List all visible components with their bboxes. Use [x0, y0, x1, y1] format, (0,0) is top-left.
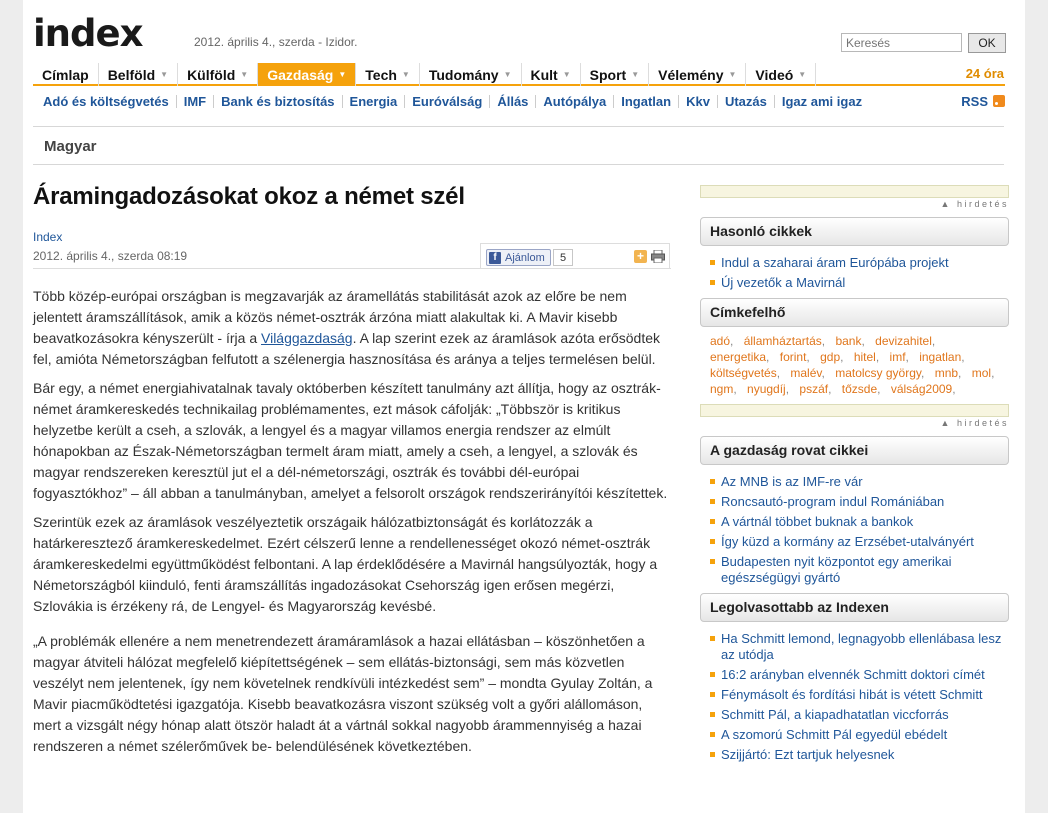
nav-item-0[interactable] — [33, 63, 99, 86]
nav-24-ora[interactable]: 24 óra — [965, 66, 1004, 81]
subnav-item[interactable]: Ingatlan — [614, 95, 679, 108]
article-date: 2012. április 4., szerda 08:19 — [33, 249, 188, 263]
nav-item-label: Külföld — [187, 66, 236, 83]
chevron-down-icon[interactable]: ▼ — [562, 70, 571, 79]
paragraph-3: Szerintük ezek az áramlások veszélyeztetik országaik hálózatbiztonságát és korlátozzák a határkeresztező áramkereskedelmet. Ezért célszerű lenne a rendellenességet okozó német-osztrák áramkereskedelmi együttműködést felbontani. A lap érdeklődésére a Mavirnál hangsúlyozták, hogy a Németországból kiinduló, fenti áramszállítás ingadozásokat Csehország igen erősen megérzi, Szlovákia is érzékeny rá, de Lengyel- és Magyarország kevésbé. — [33, 514, 658, 614]
nav-item-label: Vélemény — [658, 66, 724, 83]
nav-item-2[interactable] — [178, 63, 258, 86]
tag-separator: , — [921, 366, 925, 380]
popular-title: Legolvasottabb az Indexen — [700, 593, 1009, 622]
tag-separator: , — [840, 350, 844, 364]
divider — [33, 164, 1004, 165]
section-label: Magyar — [44, 138, 97, 155]
chevron-down-icon[interactable]: ▼ — [503, 70, 512, 79]
ad-label-text: hirdetés — [956, 418, 1009, 428]
list-item[interactable]: A szomorú Schmitt Pál egyedül ebédelt — [710, 727, 1009, 743]
tag-link[interactable]: államháztartás — [743, 334, 822, 348]
sub-nav — [33, 91, 1005, 111]
paragraph-1 — [33, 286, 673, 370]
tagcloud-title: Címkefelhő — [700, 298, 1009, 327]
nav-item-7[interactable] — [581, 63, 649, 86]
tag-link[interactable]: hitel — [853, 350, 876, 364]
tag-link[interactable]: energetika — [710, 350, 767, 364]
article-source[interactable]: Index — [33, 230, 63, 244]
sidebar — [700, 185, 1009, 770]
list-item[interactable]: Új vezetők a Mavirnál — [710, 275, 1009, 291]
header-date: 2012. április 4., szerda - Izidor. — [194, 35, 358, 49]
list-item[interactable]: Szijjártó: Ezt tartjuk helyesnek — [710, 747, 1009, 763]
subnav-item[interactable]: Autópálya — [536, 95, 614, 108]
chevron-down-icon[interactable]: ▼ — [401, 70, 410, 79]
list-item[interactable]: Ha Schmitt lemond, legnagyobb ellenlábasa lesz az utódja — [710, 631, 1009, 663]
rss-icon — [993, 95, 1005, 107]
tag-link[interactable]: tőzsde — [841, 382, 878, 396]
nav-item-4[interactable] — [356, 63, 420, 86]
divider — [33, 126, 1004, 127]
tag-link[interactable]: forint — [779, 350, 807, 364]
list-item[interactable]: Roncsautó-program indul Romániában — [710, 494, 1009, 510]
tag-separator: , — [961, 350, 965, 364]
ad-label: ▲ hirdetés — [940, 418, 1009, 428]
subnav-item[interactable]: Kkv — [679, 95, 718, 108]
tag-link[interactable]: adó — [710, 334, 731, 348]
logo-text: index — [33, 12, 143, 55]
tag-link[interactable]: pszáf — [799, 382, 829, 396]
rss-label: RSS — [961, 93, 988, 109]
index-logo[interactable] — [33, 12, 143, 55]
nav-item-label: Tech — [365, 66, 397, 83]
like-label: Ajánlom — [505, 251, 545, 264]
similar-articles-list — [700, 246, 1009, 298]
tag-link[interactable]: ngm — [710, 382, 734, 396]
tag-separator: , — [766, 350, 770, 364]
tagcloud — [700, 327, 1009, 404]
print-icon[interactable] — [651, 250, 665, 263]
p1-text-a: Több közép-európai országban is megzavarják az áramellátás stabilitását azok az előre be nem jelentett áramszállítások, amik a közös német-osztrák árzóna miatt alakultak ki. A Mavir kisebb beavatkozásokra kényszerült - írja a — [33, 288, 627, 346]
ad-label: ▲ hirdetés — [940, 199, 1009, 209]
p1-text-b: . A lap szerint ezek az áramlások azóta erősödtek fel, amióta Németországban felfutott a szélenergia hasznosítása és aránya a teljes termelésen belül. — [33, 330, 660, 367]
tag-separator: , — [861, 334, 865, 348]
search-ok-button[interactable]: OK — [968, 33, 1006, 53]
tag-separator: , — [821, 366, 825, 380]
facebook-icon: f — [489, 252, 501, 264]
paragraph-2: Bár egy, a német energiahivatalnak tavaly októberben készített tanulmány azt állítja, hogy az osztrák-német áramkereskedés technikailag problémamentes, ezt mások cáfolják: „Többször is kritikus helyzetbe került a cseh, a szlovák, a lengyel és a magyar villamos energia rendszer az elmúlt hónapokban az Észak-Németországban termelt áram miatt, amely a cseh, a lengyel, a szlovák és magyar rendszereken keresztül jut el a dél-németországi, osztrák és további dél-európai fogyasztókhoz” – áll abban a tanulmányban, amelyet a felsorolt országok rendszerirányítói készítettek. — [33, 380, 668, 501]
nav-item-label: Címlap — [42, 66, 89, 83]
nav-item-8[interactable] — [649, 63, 746, 86]
section-articles-list — [700, 465, 1009, 593]
nav-item-9[interactable] — [746, 63, 816, 86]
tag-separator: , — [991, 366, 995, 380]
tag-separator: , — [821, 334, 826, 348]
section-articles-title: A gazdaság rovat cikkei — [700, 436, 1009, 465]
add-icon[interactable]: + — [634, 250, 647, 263]
chevron-down-icon[interactable]: ▼ — [798, 70, 807, 79]
similar-articles-title: Hasonló cikkek — [700, 217, 1009, 246]
article — [33, 180, 673, 754]
list-item[interactable]: A vártnál többet buknak a bankok — [710, 514, 1009, 530]
ad-label-text: hirdetés — [956, 199, 1009, 209]
article-title: Áramingadozásokat okoz a német szél — [33, 183, 465, 210]
tag-link[interactable]: nyugdíj — [747, 382, 786, 396]
list-item[interactable]: Fénymásolt és fordítási hibát is vétett Schmitt — [710, 687, 1009, 703]
tag-separator: , — [958, 366, 962, 380]
tag-separator: , — [875, 350, 880, 364]
nav-item-label: Kult — [530, 66, 558, 83]
chevron-down-icon[interactable]: ▼ — [338, 70, 347, 79]
list-item[interactable]: Indul a szaharai áram Európába projekt — [710, 255, 1009, 271]
subnav-item[interactable]: Állás — [490, 95, 536, 108]
tag-separator: , — [730, 334, 734, 348]
list-item[interactable]: Így küzd a kormány az Erzsébet-utalványért — [710, 534, 1009, 550]
nav-item-label: Videó — [755, 66, 794, 83]
facebook-like-button[interactable] — [486, 249, 551, 266]
list-item[interactable]: 16:2 arányban elvennék Schmitt doktori címét — [710, 667, 1009, 683]
chevron-down-icon[interactable]: ▼ — [728, 70, 737, 79]
tag-link[interactable]: ingatlan — [919, 350, 962, 364]
nav-item-label: Gazdaság — [267, 66, 334, 83]
nav-item-1[interactable] — [99, 63, 178, 86]
tag-separator: , — [806, 350, 810, 364]
tag-separator: , — [776, 366, 781, 380]
main-nav — [33, 63, 1005, 86]
tag-link[interactable]: matolcsy györgy — [835, 366, 922, 380]
subnav-item[interactable]: Energia — [343, 95, 406, 108]
nav-item-label: Belföld — [107, 66, 156, 83]
like-count: 5 — [553, 249, 573, 266]
rss-link[interactable] — [961, 94, 1005, 109]
tag-separator: , — [952, 382, 956, 396]
popular-articles-list — [700, 622, 1009, 770]
chevron-down-icon[interactable]: ▼ — [631, 70, 640, 79]
subnav-item[interactable]: Igaz ami igaz — [781, 93, 863, 109]
tag-link[interactable]: költségvetés — [710, 366, 777, 380]
tag-link[interactable]: gdp — [820, 350, 841, 364]
list-item[interactable]: Budapesten nyit központot egy amerikai egészségügyi gyártó — [710, 554, 1009, 586]
subnav-item[interactable]: Adó és költségvetés — [33, 95, 177, 108]
article-body — [33, 286, 673, 765]
tag-separator: , — [931, 334, 936, 348]
tag-separator: , — [828, 382, 832, 396]
subnav-item[interactable]: Euróválság — [405, 95, 490, 108]
nav-item-5[interactable] — [420, 63, 522, 86]
tag-separator: , — [785, 382, 790, 396]
list-item[interactable]: Az MNB is az IMF-re vár — [710, 474, 1009, 490]
tag-link[interactable]: bank — [835, 334, 862, 348]
meta-divider — [33, 268, 671, 269]
tag-separator: , — [877, 382, 881, 396]
tag-link[interactable]: mol — [971, 366, 992, 380]
tag-link[interactable]: mnb — [934, 366, 959, 380]
nav-item-3[interactable] — [258, 63, 356, 86]
tag-separator: , — [905, 350, 909, 364]
list-item[interactable]: Schmitt Pál, a kiapadhatatlan viccforrás — [710, 707, 1009, 723]
subnav-item[interactable]: Utazás — [718, 95, 775, 108]
ad-banner[interactable] — [700, 404, 1009, 417]
chevron-down-icon[interactable]: ▼ — [160, 70, 169, 79]
page — [23, 0, 1025, 813]
tag-link[interactable]: válság2009 — [890, 382, 953, 396]
ad-banner[interactable] — [700, 185, 1009, 198]
tag-link[interactable]: imf — [889, 350, 906, 364]
subnav-item[interactable]: IMF — [177, 95, 214, 108]
search-input[interactable] — [841, 33, 962, 52]
tag-link[interactable]: malév — [790, 366, 822, 380]
vilaggazdasag-link[interactable]: Világgazdaság — [261, 330, 353, 346]
tag-separator: , — [733, 382, 737, 396]
nav-item-label: Tudomány — [428, 66, 499, 83]
chevron-down-icon[interactable]: ▼ — [240, 70, 249, 79]
paragraph-4: „A problémák ellenére a nem menetrendezett áramáramlások a hazai ellátásban – köszönhetően a magyar átviteli hálózat megfelelő kiépítettségének – sem ellátás-biztonsági, sem más közvetlen veszélyt nem jelentenek, így nem követelnek rendkívüli intézkedést sem” – mondta Gyulay Zoltán, a Mavir piacműködtetési igazgatója. Kisebb beavatkozásra viszont szükség volt a győri alállomáson, mert a vizsgált négy hónap alatt ötször haladt át a vártnál sokkal nagyobb árammennyiség a hazai rendszeren a német szélerőművek be- belendülésének következtében. — [33, 633, 653, 754]
subnav-item[interactable]: Bank és biztosítás — [214, 95, 342, 108]
nav-item-label: Sport — [589, 66, 627, 83]
tag-link[interactable]: devizahitel — [875, 334, 932, 348]
share-box — [480, 243, 670, 269]
nav-item-6[interactable] — [522, 63, 581, 86]
